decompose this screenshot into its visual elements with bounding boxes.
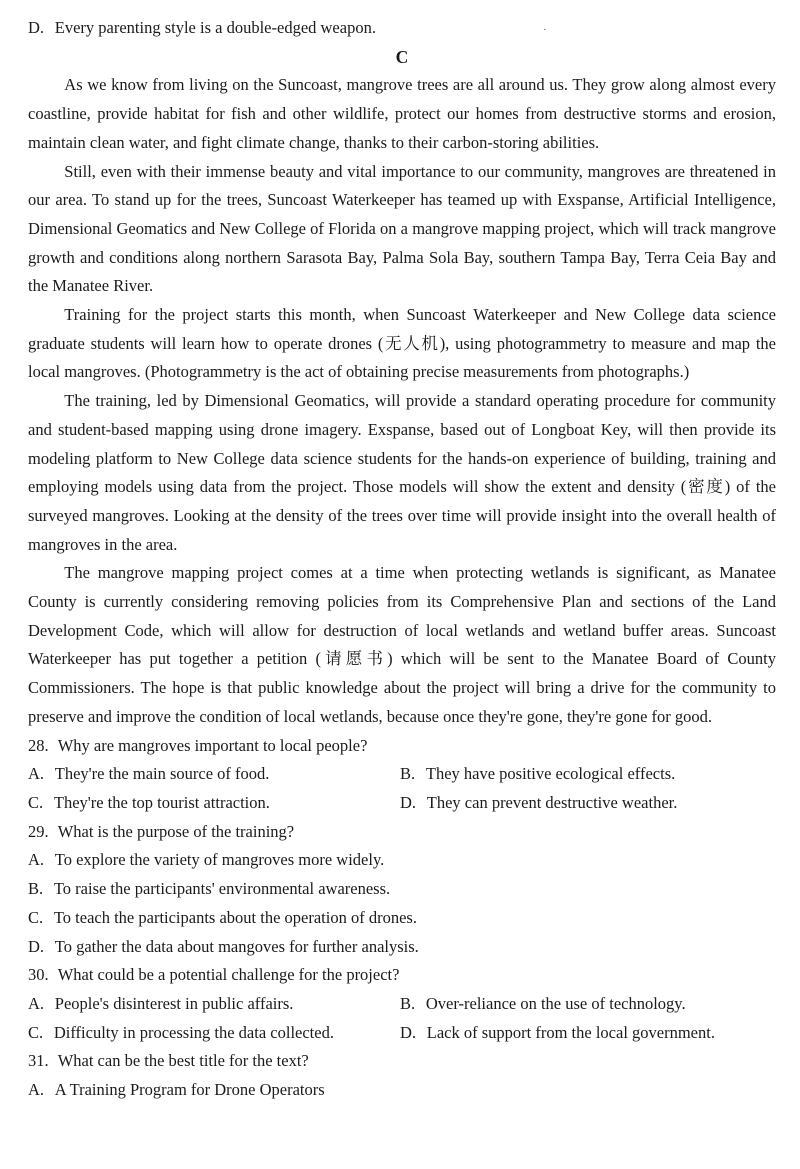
option-c [28,904,776,933]
question-28 [28,732,776,818]
option-text: Lack of support from the local government. [426,1022,715,1042]
option-letter: C. [28,792,44,812]
option-row [28,1019,776,1048]
option-text: A Training Program for Drone Operators [54,1080,325,1100]
option-letter: D. [28,18,45,37]
option-text: They're the top tourist attraction. [53,792,270,812]
passage-paragraph-3: Training for the project starts this month, when Suncoast Waterkeeper and New College data science graduate students will learn how to operate drones (无人机), using photogrammetry to measure and map the local mangroves. (Photogrammetry is the act of obtaining precise measurements from photographs.) [28,305,776,382]
prev-question-option-d [28,14,776,43]
option-letter: D. [28,936,45,956]
option-letter: B. [400,764,416,784]
question-stem [28,1047,776,1076]
option-letter: D. [400,1022,417,1042]
question-number: 30. [28,965,49,985]
option-letter: A. [28,1080,45,1100]
passage-paragraph-4: The training, led by Dimensional Geomatics, will provide a standard operating procedure for community and student-based mapping using drone imagery. Exspanse, based out of Longboat Key, will then provide its modeling platform to New College data science students for the hands-on experience of building, training and employing models using data from the project. Those models will show the extent and density (密度) of the surveyed mangroves. Looking at the density of the trees over time will provide insight into the overall health of mangroves in the area. [28,391,776,554]
option-c [28,1019,400,1048]
option-letter: C. [28,907,44,927]
option-d [400,1019,776,1048]
question-30 [28,961,776,1047]
question-stem [28,818,776,847]
section-heading: C [395,46,409,67]
option-a [28,1076,776,1105]
question-31 [28,1047,776,1104]
option-row [28,760,776,789]
option-text: Every parenting style is a double-edged weapon. [54,18,376,37]
option-letter: C. [28,1022,44,1042]
option-letter: B. [28,879,44,899]
option-b [400,990,776,1019]
option-text: To teach the participants about the operation of drones. [53,907,417,927]
option-text: To gather the data about mangoves for further analysis. [54,936,419,956]
passage-paragraph-2: Still, even with their immense beauty and vital importance to our community, mangroves are threatened in our area. To stand up for the trees, Suncoast Waterkeeper has teamed up with Exspanse, Artificial Intelligence, Dimensional Geomatics and New College of Florida on a mangrove mapping project, which will track mangrove growth and conditions along northern Sarasota Bay, Palma Sola Bay, southern Tampa Bay, Terra Ceia Bay and the Manatee River. [28,161,776,296]
option-letter: B. [400,993,416,1013]
question-text: What could be a potential challenge for the project? [57,965,400,985]
option-b [28,875,776,904]
option-text: To raise the participants' environmental awareness. [53,879,391,899]
question-number: 29. [28,821,49,841]
option-b [400,760,776,789]
option-a [28,760,400,789]
stray-mark: · [543,24,547,36]
question-text: What can be the best title for the text? [57,1051,309,1071]
option-row [28,789,776,818]
option-row [28,990,776,1019]
option-letter: D. [400,792,417,812]
option-text: People's disinterest in public affairs. [54,993,294,1013]
option-a [28,990,400,1019]
option-letter: A. [28,764,45,784]
question-stem [28,961,776,990]
question-number: 31. [28,1051,49,1071]
option-text: Difficulty in processing the data collected. [53,1022,334,1042]
question-text: What is the purpose of the training? [57,821,295,841]
question-stem [28,732,776,761]
option-letter: A. [28,993,45,1013]
option-letter: A. [28,850,45,870]
option-text: They have positive ecological effects. [425,764,676,784]
option-a [28,846,776,875]
question-number: 28. [28,735,49,755]
option-c [28,789,400,818]
option-d [400,789,776,818]
option-text: Over-reliance on the use of technology. [425,993,686,1013]
option-text: To explore the variety of mangroves more widely. [54,850,385,870]
passage-paragraph-5: The mangrove mapping project comes at a time when protecting wetlands is significant, as Manatee County is currently considering removing policies from its Comprehensive Plan and sections of the Land Development Code, which will allow for destruction of local wetlands and wetland buffer areas. Suncoast Waterkeeper has put together a petition (请愿书) which will be sent to the Manatee Board of County Commissioners. The hope is that public knowledge about the project will bring a drive for the community to preserve and improve the condition of local wetlands, because once they're gone, they're gone for good. [28,563,776,726]
option-text: They're the main source of food. [54,764,270,784]
option-text: They can prevent destructive weather. [426,792,678,812]
passage-paragraph-1: As we know from living on the Suncoast, mangrove trees are all around us. They grow along almost every coastline, provide habitat for fish and other wildlife, protect our homes from destructive storms and erosion, maintain clean water, and fight climate change, thanks to their carbon-storing abilities. [28,75,776,152]
question-29 [28,818,776,962]
option-d [28,933,776,962]
question-text: Why are mangroves important to local people? [57,735,368,755]
